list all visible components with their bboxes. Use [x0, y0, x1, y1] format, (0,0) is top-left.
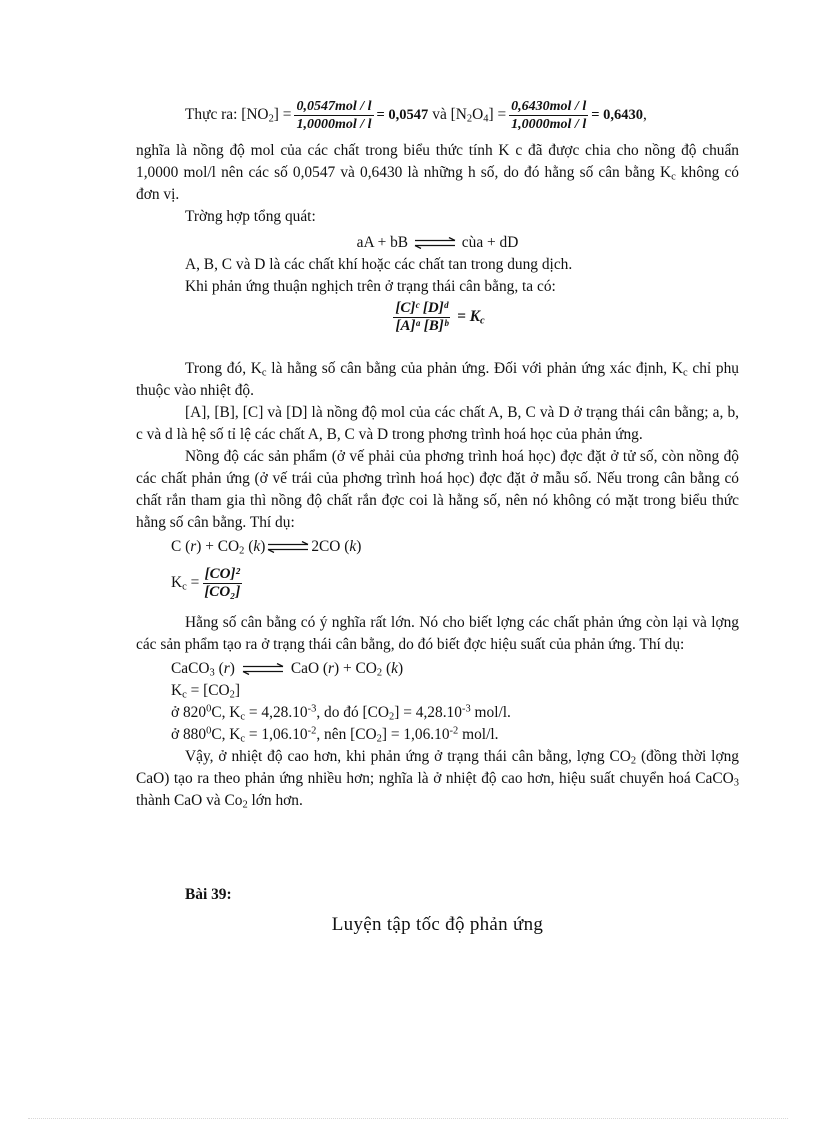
example-carbon-reaction: C $(r) + CO_2$ (k) 2CO (k)	[171, 538, 362, 557]
paragraph-general-case: Trờng hợp tổng quát:	[185, 208, 316, 225]
paragraph-equilibrium: Khi phản ứng thuận nghịch trên ở trạng thái cân bằng, ta có:	[185, 278, 556, 295]
eq-no2-lead: Thực ra: [NO	[185, 106, 269, 123]
document-page	[136, 94, 739, 936]
paragraph-conclusion: Vậy, ở nhiệt độ cao hơn, khi phản ứng ở trạng thái cân bằng, lợng $CO_2$ (đồng thời lợng CaO) tạo ra theo phản ứng nhiều hơn; nghĩa là ở nhiệt độ cao hơn, hiệu suất chuyển hoá CaCO$_3$ thành CaO và $Co_2$ lớn hơn.	[136, 748, 739, 811]
data-820c: ở $820^0C$, $K_c = 4,28.10^{-3}$, do đó $[CO_2] = 4,28.10^{-3}$ mol/l.	[171, 703, 511, 723]
fraction-no2: $\frac{\text{0,0547mol / l}}{\text{1,0000mol / l}}$	[296, 98, 372, 132]
result-n2o4: = 0,6430	[591, 107, 643, 123]
equilibrium-arrow-icon	[241, 663, 285, 675]
equilibrium-arrow-icon	[266, 541, 310, 553]
example-caco3-reaction: CaCO$_3$ (r) CaO $(r) + CO_2$ (k)	[171, 660, 404, 679]
paragraph-kc-meaning: Hằng số cân bằng có ý nghĩa rất lớn. Nó cho biết lợng các chất phản ứng còn lại và lợng các sản phẩm tạo ra ở trạng thái cân bằng, do đó biết đợc hiệu suất của phản ứng. Thí dụ:	[136, 614, 739, 653]
equilibrium-arrow-icon	[413, 237, 457, 249]
page-bottom-divider	[28, 1118, 788, 1119]
concentration-equation: Thực ra: $[NO_2]$ = $\frac{\text{0,0547mol / l}}{\text{1,0000mol / l}}$ = 0,0547 và $[N_2O_4]$ = $\frac{\text{0,6430mol / l}}{\text{1,0000mol / l}}$ = 0,6430 ,	[185, 98, 647, 132]
data-880c: ở $880^0C$, $K_c = 1,06.10^{-2}$, nên $[CO_2] = 1,06.10^{-2}$ mol/l.	[171, 725, 499, 745]
kc-co-formula: $K_c$ = $\frac{\text{[CO]²}}{\text{[CO₂]}}$	[171, 565, 241, 600]
lesson-label: Bài 39:	[185, 886, 232, 903]
kc-formula: $\frac{\text{[C]ᶜ [D]ᵈ}}{\text{[A]ᵃ [B]ᵇ}}$ = $K_c$	[395, 300, 485, 334]
fraction-n2o4: $\frac{\text{0,6430mol / l}}{\text{1,0000mol / l}}$	[511, 98, 587, 132]
result-no2: = 0,0547	[376, 107, 429, 123]
kc-co2-expression: $K_c = [CO_2]$	[171, 682, 241, 701]
general-reaction: aA + bB cùa + dD	[356, 234, 519, 251]
paragraph-kc-unitless: nghĩa là nồng độ mol của các chất trong biểu thức tính K c đã được chia cho nồng độ chuẩn 1,0000 mol/l nên các số 0,0547 và 0,6430 là những h số, do đó hằng số cân bằng $K_c$ không có đơn vị.	[136, 142, 739, 203]
paragraph-products-reactants: Nồng độ các sản phẩm (ở vế phải của phơng trình hoá học) đợc đặt ở tử số, còn nồng độ các chất phản ứng (ở vế trái của phơng trình hoá học) đợc đặt ở mẫu số. Nếu trong cân bằng có chất rắn tham gia thì nồng độ chất rắn đợc coi là hằng số, nên nó không có mặt trong biểu thức hằng số cân bằng. Thí dụ:	[136, 448, 739, 531]
lesson-title: Luyện tập tốc độ phản ứng	[331, 914, 544, 935]
paragraph-concentrations: [A], [B], [C] và [D] là nồng độ mol của các chất A, B, C và D ở trạng thái cân bằng; a, b, c và d là hệ số tỉ lệ các chất A, B, C và D trong phơng trình hoá học của phản ứng.	[136, 404, 739, 443]
paragraph-kc-definition: Trong đó, $K_c$ là hằng số cân bằng của phản ứng. Đối với phản ứng xác định, $K_c$ chỉ phụ thuộc vào nhiệt độ.	[136, 360, 739, 399]
paragraph-species: A, B, C và D là các chất khí hoặc các chất tan trong dung dịch.	[185, 256, 573, 273]
